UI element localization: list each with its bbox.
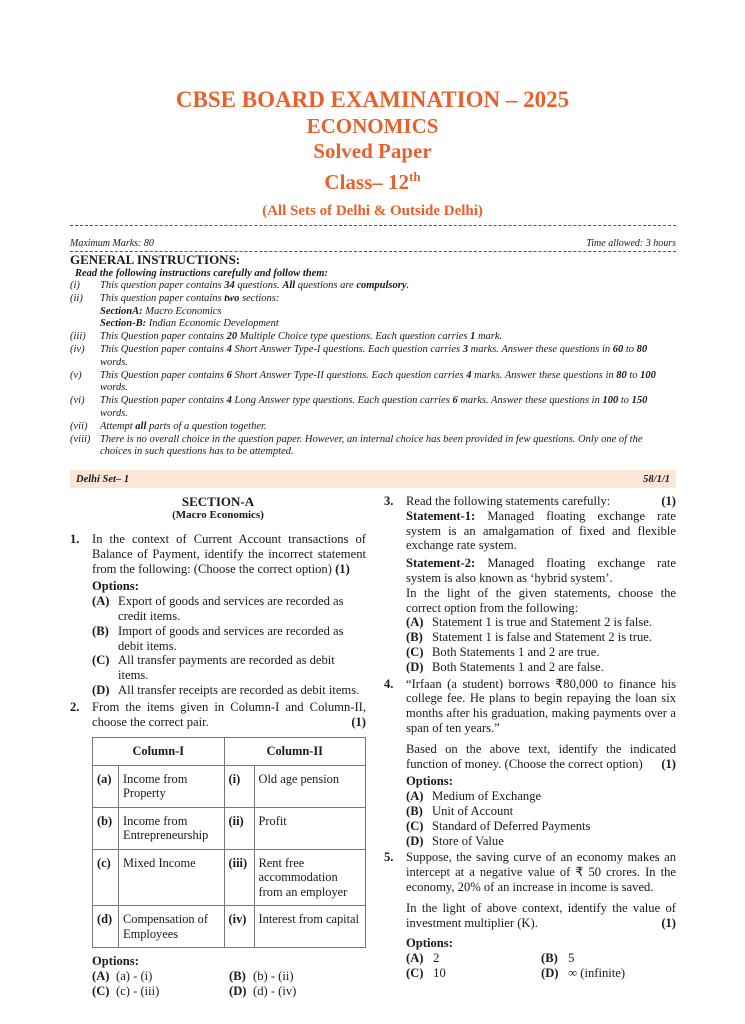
row-label: (ii) [224, 807, 254, 849]
section-subtitle: (Macro Economics) [172, 509, 264, 521]
question-text: From the items given in Column-I and Column-II, choose the correct pair. (1) [92, 699, 366, 729]
set-label: Delhi Set– 1 [76, 473, 130, 485]
set-code: 58/1/1 [643, 473, 670, 485]
instruction-num: (iii) [70, 331, 86, 343]
instruction-item [70, 331, 676, 344]
option-b: (B) Unit of Account [406, 803, 514, 818]
column-1-cell: Income from Property [119, 765, 225, 807]
match-table [92, 737, 366, 948]
options-label: Options: [406, 774, 453, 789]
row-label: (iii) [224, 849, 254, 906]
general-instructions [70, 252, 676, 459]
question-text: “Irfaan (a student) borrows ₹80,000 to finance his college fee. He plans to begin repaying the loan six months after his graduation, making payments over a span of ten years.” [406, 676, 676, 735]
instruction-item [70, 293, 676, 306]
options-label: Options: [406, 936, 453, 951]
question-marks: (1) [335, 561, 350, 576]
instruction-text: This Question paper contains 6 Short Answer Type-II questions. Each question carries 4 marks. Answer these questions in 80 to 100 words. [100, 369, 656, 394]
class-title [0, 164, 745, 195]
paper-header [0, 86, 745, 223]
instruction-text: This question paper contains 34 questions. All questions are compulsory. [100, 280, 410, 291]
question-4 [384, 677, 676, 736]
instruction-text: This Question paper contains 4 Short Answer Type-I questions. Each question carries 3 marks. Answer these questions in 60 to 80 words. [100, 343, 648, 368]
section-a-desc: SectionA: Macro Economics [100, 305, 222, 317]
question-5-prompt: In the light of above context, identify the value of investment multiplier (K). (1) [406, 900, 676, 930]
question-number: 3. [384, 494, 394, 508]
question-3 [384, 494, 676, 509]
option-b: (B) Statement 1 is false and Statement 2 is true. [406, 630, 652, 645]
instruction-item [70, 395, 676, 421]
row-label: (iv) [224, 906, 254, 948]
column-2-cell: Rent free accommodation from an employer [254, 849, 365, 906]
column-2-cell: Profit [254, 807, 365, 849]
column-1-cell: Compensation of Employees [119, 906, 225, 948]
class-sup: th [409, 169, 421, 184]
time-allowed: Time allowed: 3 hours [586, 238, 676, 249]
column-1-cell: Income from Entrepreneurship [119, 807, 225, 849]
option-d: (D) (d) - (iv) [229, 983, 297, 998]
options-grid [406, 951, 676, 981]
section-b-desc: Section-B: Indian Economic Development [100, 318, 279, 330]
column-1-cell: Mixed Income [119, 849, 225, 906]
options-label: Options: [92, 954, 139, 969]
question-marks: (1) [351, 714, 366, 729]
instruction-text: There is no overall choice in the question paper. However, an internal choice has been provided in few questions. Only one of the choices in such questions has to be attempted. [100, 433, 643, 458]
option-d: (D) All transfer receipts are recorded as debit items. [92, 682, 360, 697]
option-a: (A) Export of goods and services are recorded as credit items. [92, 594, 344, 623]
divider-top [70, 225, 676, 226]
option-c: (C) All transfer payments are recorded as debit items. [92, 653, 335, 683]
option-d: (D) ∞ (infinite) [541, 965, 626, 980]
set-bar [70, 470, 676, 488]
question-text: Read the following statements carefully: (1) [406, 494, 676, 508]
question-number: 2. [70, 699, 80, 714]
option-a: (A) 2 [406, 951, 440, 966]
question-prompt: In the light of the given statements, choose the correct option from the following: [406, 585, 676, 615]
subject-title: ECONOMICS [306, 114, 439, 138]
marks-row [70, 238, 676, 249]
question-marks: (1) [661, 915, 676, 930]
options-grid [92, 969, 366, 999]
option-c: (C) (c) - (iii) [92, 983, 160, 998]
option-a: (A) Medium of Exchange [406, 789, 542, 804]
statement-2: Statement-2: Managed floating exchange rate system is also known as ‘hybrid system’. [406, 556, 676, 585]
row-label: (b) [93, 807, 119, 849]
option-b: (B) (b) - (ii) [229, 969, 294, 984]
instruction-num: (ii) [70, 292, 83, 304]
column-1-header: Column-I [93, 738, 225, 766]
column-2-cell: Old age pension [254, 765, 365, 807]
statement-1: Statement-1: Managed floating exchange rate system is an amalgamation of fixed and flexible exchange rate system. [406, 508, 676, 553]
question-5 [384, 850, 676, 894]
options-label: Options: [92, 579, 139, 594]
section-title: SECTION-A [181, 494, 255, 509]
table-row [93, 807, 366, 849]
instruction-item [70, 434, 676, 460]
option-a: (A) (a) - (i) [92, 969, 153, 984]
instruction-num: (v) [70, 369, 82, 381]
instruction-num: (i) [70, 280, 80, 291]
max-marks: Maximum Marks: 80 [70, 238, 154, 249]
row-label: (c) [93, 849, 119, 906]
class-text: Class– 12 [324, 170, 410, 194]
option-c: (C) Standard of Deferred Payments [406, 818, 591, 833]
instructions-title: GENERAL INSTRUCTIONS: [70, 252, 241, 267]
option-b: (B) Import of goods and services are recorded as debit items. [92, 623, 344, 653]
question-number: 5. [384, 850, 394, 865]
column-2-header: Column-II [224, 738, 365, 766]
question-1 [70, 532, 366, 576]
instruction-num: (viii) [70, 433, 91, 445]
table-row [93, 765, 366, 807]
sets-subtitle: (All Sets of Delhi & Outside Delhi) [262, 203, 483, 219]
instruction-num: (vii) [70, 420, 88, 432]
column-2-cell: Interest from capital [254, 906, 365, 948]
instruction-text: This Question paper contains 4 Long Answer type questions. Each question carries 6 marks. Answer these questions in 100 to 150 words. [100, 395, 648, 419]
instruction-text: Attempt all parts of a question together. [100, 420, 267, 432]
table-row [93, 906, 366, 948]
instructions-list [70, 280, 676, 306]
option-d: (D) Both Statements 1 and 2 are false. [406, 659, 604, 674]
question-text: In the context of Current Account transactions of Balance of Payment, identify the incorrect statement from the following: (Choose the correct option) (1) [92, 532, 366, 576]
row-label: (d) [93, 906, 119, 948]
left-column [70, 494, 366, 999]
table-row [93, 849, 366, 906]
instruction-num: (iv) [70, 343, 85, 355]
question-number: 4. [384, 676, 394, 691]
instruction-item [70, 280, 676, 293]
option-a: (A) Statement 1 is true and Statement 2 is false. [406, 615, 652, 630]
table-header-row [93, 738, 366, 766]
instruction-item [70, 370, 676, 396]
question-text: Suppose, the saving curve of an economy makes an intercept at a negative value of ₹ 50 crores. In the economy, 20% of an increase in income is saved. [406, 850, 676, 894]
row-label: (a) [93, 765, 119, 807]
instruction-num: (vi) [70, 395, 85, 407]
question-4-prompt: Based on the above text, identify the indicated function of money. (Choose the correct option) (1) [406, 741, 676, 771]
instructions-list-cont [70, 331, 676, 459]
exam-title: CBSE BOARD EXAMINATION – 2025 [175, 87, 570, 112]
option-d: (D) Store of Value [406, 833, 504, 848]
question-number: 1. [70, 532, 80, 546]
instructions-intro: Read the following instructions carefully and follow them: [75, 268, 328, 279]
option-b: (B) 5 [541, 951, 575, 966]
instruction-text: This question paper contains two sections: [100, 292, 280, 304]
option-c: (C) 10 [406, 965, 446, 980]
right-column [384, 494, 676, 981]
option-c: (C) Both Statements 1 and 2 are true. [406, 644, 600, 659]
question-marks: (1) [661, 494, 676, 508]
paper-type: Solved Paper [313, 139, 432, 163]
question-marks: (1) [661, 756, 676, 771]
question-2 [70, 700, 366, 730]
instruction-item [70, 421, 676, 434]
row-label: (i) [224, 765, 254, 807]
instruction-text: This Question paper contains 20 Multiple Choice type questions. Each question carries 1 mark. [100, 331, 503, 343]
instruction-item [70, 344, 676, 370]
